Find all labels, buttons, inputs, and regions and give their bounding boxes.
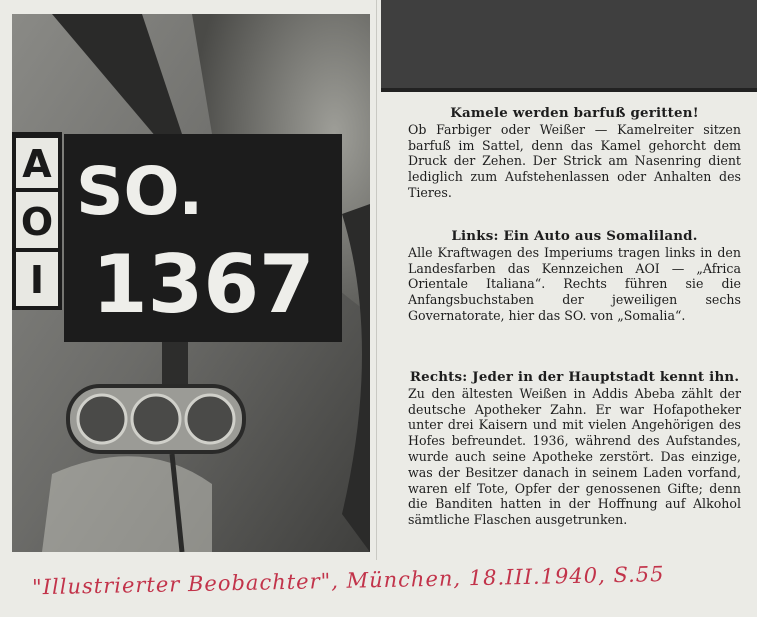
- caption-car-body: Alle Kraftwagen des Imperiums tragen links in den Landesfarben das Kennzeichen AOI — „Africa Orientale Italiana“. Rechts führen sie die Anfangsbuchstaben der jeweiligen sechs Governatorate, hier das SO. von „Somalia“.: [408, 244, 741, 323]
- caption-car-heading: Links: Ein Auto aus Somaliland.: [451, 228, 698, 244]
- plate-side-letter-i: I: [29, 258, 45, 302]
- caption-car: [408, 229, 741, 324]
- caption-camels-heading: Kamele werden barfuß geritten!: [450, 105, 699, 121]
- photo-edge: [381, 88, 757, 92]
- plate-line-2: 1367: [92, 238, 315, 331]
- caption-pharmacist-heading: Rechts: Jeder in der Hauptstadt kennt ihn.: [409, 369, 740, 385]
- caption-camels-body: Ob Farbiger oder Weißer — Kamelreiter sitzen barfuß im Sattel, denn das Kamel gehorcht dem Druck der Zehen. Der Strick am Nasenring dient lediglich zum Aufstehenlassen oder Anhalten des Tieres.: [408, 121, 741, 200]
- photo-camels-top: [381, 0, 757, 92]
- photo-license-plate: [12, 14, 370, 552]
- caption-pharmacist: [408, 370, 741, 528]
- column-divider: [376, 0, 377, 560]
- plate-side-letter-o: O: [20, 200, 54, 244]
- caption-camels: [408, 106, 741, 201]
- handwritten-source-note: "Illustrierter Beobachter", München, 18.III.1940, S.55: [31, 562, 665, 600]
- caption-pharmacist-body: Zu den ältesten Weißen in Addis Abeba zählt der deutsche Apotheker Zahn. Er war Hofapotheker unter drei Kaisern und mit vielen Angehörigen des Hofes befreundet. 1936, während des Aufstandes, wurde auch seine Apotheke zerstört. Das einzige, was der Besitzer danach in seinem Laden vorfand, waren elf Tote, Opfer der genossenen Gifte; denn die Banditen hatten in der Hoffnung auf Alkohol sämtliche Flaschen ausgetrunken.: [408, 385, 741, 528]
- plate-line-1: SO.: [76, 153, 204, 230]
- plate-side-letter-a: A: [22, 142, 52, 186]
- license-plate-photo: [12, 14, 370, 552]
